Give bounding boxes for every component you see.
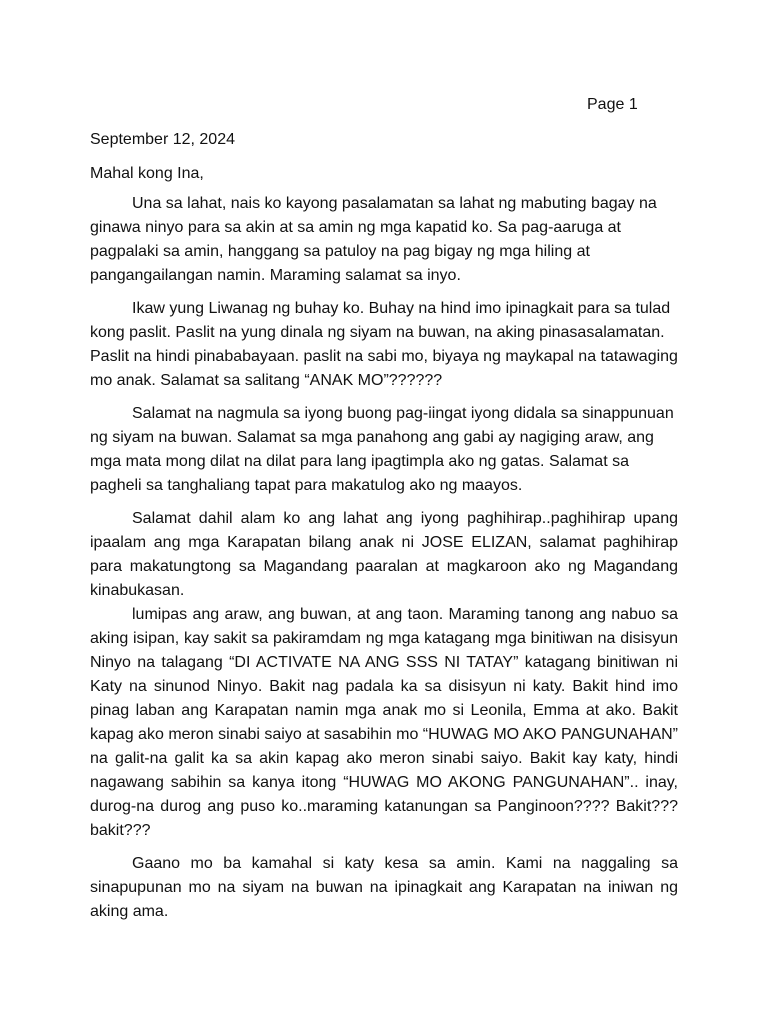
paragraph-1: Una sa lahat, nais ko kayong pasalamatan sa lahat ng mabuting bagay na ginawa ninyo para sa akin at sa amin ng mga kapatid ko. Sa pag-aaruga at pagpalaki sa amin, hanggang sa patuloy na pag bigay ng mga hiling at pangangailangan namin. Maraming salamat sa inyo. (90, 195, 657, 284)
paragraph-2: Ikaw yung Liwanag ng buhay ko. Buhay na hind imo ipinagkait para sa tulad kong paslit. Paslit na yung dinala ng siyam na buwan, na aking pinasasalamatan. Paslit na hindi pinababayaan. paslit na sabi mo, biyaya ng maykapal na tatawaging mo anak. Salamat sa salitang “ANAK MO”?????? (90, 300, 678, 389)
paragraph-6: Gaano mo ba kamahal si katy kesa sa amin. Kami na naggaling sa sinapupunan mo na siyam na buwan na ipinagkait ang Karapatan na iniwan ng aking ama. (90, 855, 678, 920)
letter-body (90, 128, 678, 933)
page-number: Page 1 (587, 96, 638, 113)
letter-date: September 12, 2024 (90, 131, 235, 148)
letter-salutation: Mahal kong Ina, (90, 165, 204, 182)
paragraph-4: Salamat dahil alam ko ang lahat ang iyong paghihirap..paghihirap upang ipaalam ang mga Karapatan bilang anak ni JOSE ELIZAN, salamat paghihirap para makatungtong sa Magandang paaralan at magkaroon ako ng Magandang kinabukasan. (90, 510, 678, 599)
paragraph-5: lumipas ang araw, ang buwan, at ang taon. Maraming tanong ang nabuo sa aking isipan, kay sakit sa pakiramdam ng mga katagang mga binitiwan na disisyun Ninyo na talagang “DI ACTIVATE NA ANG SSS NI TATAY” katagang binitiwan ni Katy na sinunod Ninyo. Bakit nag padala ka sa disisyun ni katy. Bakit hind imo pinag laban ang Karapatan namin mga anak mo si Leonila, Emma at ako. Bakit kapag ako meron sinabi saiyo at sasabihin mo “HUWAG MO AKO PANGUNAHAN” na galit-na galit ka sa akin kapag ako meron sinabi saiyo. Bakit kay katy, hindi nagawang sabihin sa kanya itong “HUWAG MO AKONG PANGUNAHAN”.. inay, durog-na durog ang puso ko..maraming katanungan sa Panginoon???? Bakit???bakit??? (90, 606, 678, 839)
paragraph-3: Salamat na nagmula sa iyong buong pag-iingat iyong didala sa sinappunuan ng siyam na buwan. Salamat sa mga panahong ang gabi ay nagiging araw, ang mga mata mong dilat na dilat para lang ipagtimpla ako ng gatas. Salamat sa pagheli sa tanghaliang tapat para makatulog ako ng maayos. (90, 405, 674, 494)
